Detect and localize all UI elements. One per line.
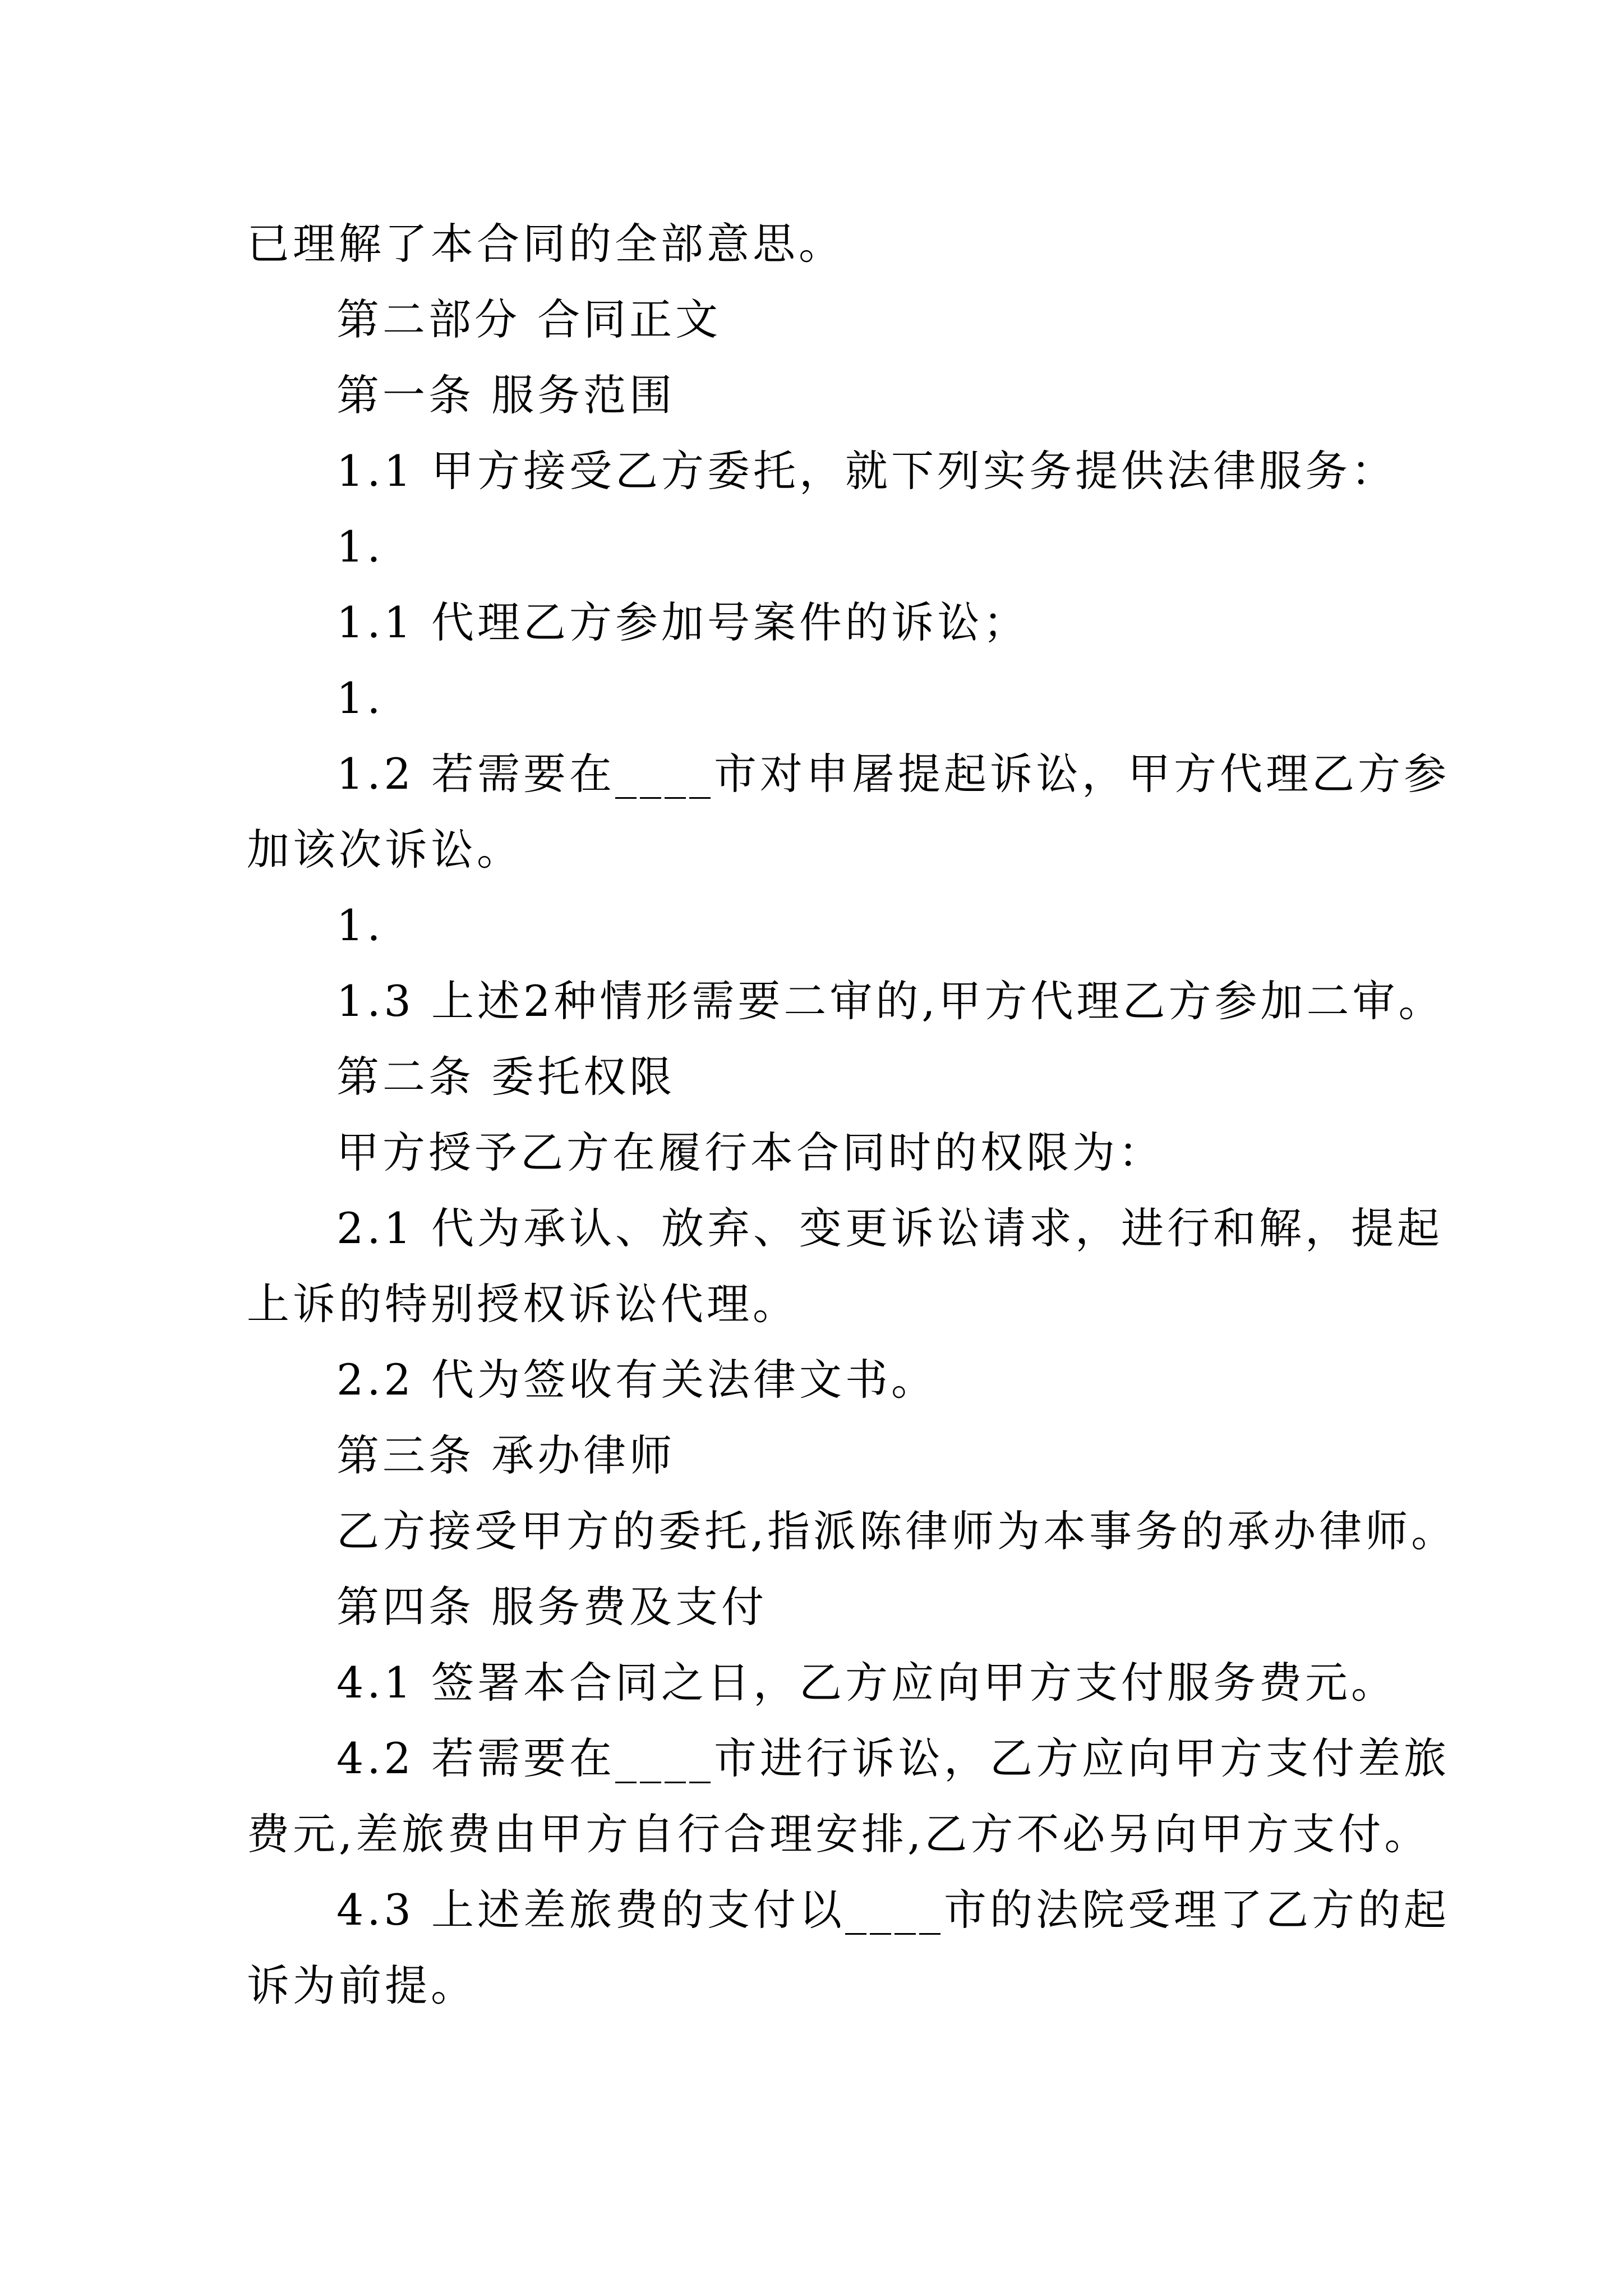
clause-text: 1.2 若需要在____市对申屠提起诉讼，甲方代理乙方参 (336, 749, 1450, 799)
clause-text-continued: 上诉的特别授权诉讼代理。 (247, 1279, 799, 1329)
clause-text: 4.2 若需要在____市进行诉讼，乙方应向甲方支付差旅 (336, 1733, 1450, 1783)
clause-text: 乙方接受甲方的委托,指派陈律师为本事务的承办律师。 (336, 1506, 1458, 1556)
article-heading: 第一条 服务范围 (336, 370, 676, 420)
clause-text: 1.3 上述2种情形需要二审的,甲方代理乙方参加二审。 (336, 976, 1445, 1026)
clause-text: 1. (336, 522, 384, 572)
clause-text: 2.2 代为签收有关法律文书。 (336, 1355, 938, 1405)
article-heading: 第四条 服务费及支付 (336, 1582, 768, 1632)
clause-text: 1.1 代理乙方参加号案件的诉讼； (336, 597, 1030, 647)
article-heading: 第二条 委托权限 (336, 1052, 676, 1102)
clause-text-continued: 费元,差旅费由甲方自行合理安排,乙方不必另向甲方支付。 (247, 1809, 1431, 1859)
clause-text: 甲方授予乙方在履行本合同时的权限为： (336, 1128, 1164, 1177)
clause-text-continued: 诉为前提。 (247, 1961, 477, 2010)
section-heading: 第二部分 合同正文 (336, 295, 722, 344)
clause-text: 1. (336, 900, 384, 950)
clause-text: 1. (336, 673, 384, 723)
article-heading: 第三条 承办律师 (336, 1430, 676, 1480)
clause-text: 1.1 甲方接受乙方委托，就下列实务提供法律服务： (336, 446, 1398, 496)
text-line: 已理解了本合同的全部意思。 (247, 219, 845, 269)
clause-text: 4.1 签署本合同之日，乙方应向甲方支付服务费元。 (336, 1658, 1398, 1708)
clause-text: 2.1 代为承认、放弃、变更诉讼请求，进行和解，提起 (336, 1203, 1444, 1253)
clause-text: 4.3 上述差旅费的支付以____市的法院受理了乙方的起 (336, 1885, 1450, 1935)
clause-text-continued: 加该次诉讼。 (247, 825, 523, 875)
